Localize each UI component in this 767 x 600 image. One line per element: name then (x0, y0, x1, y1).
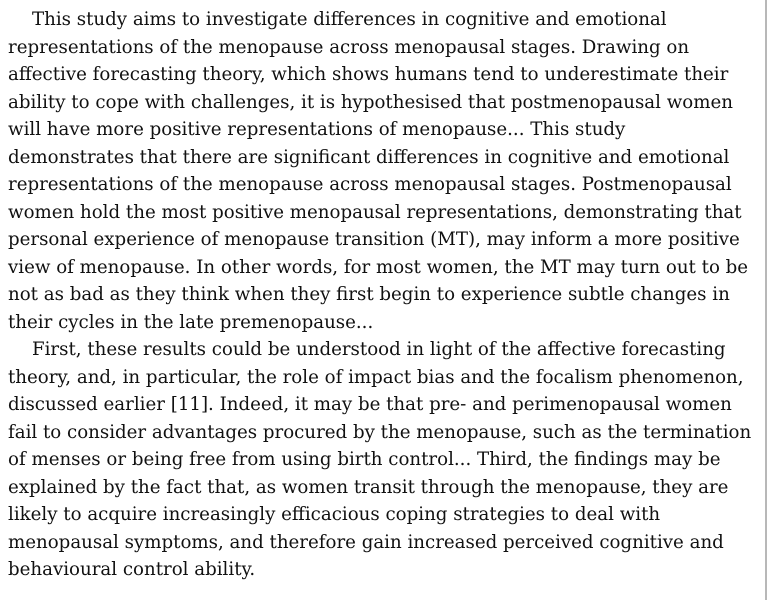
paragraph-intro: This study aims to investigate differences in cognitive and emotional representations of the menopause across menopausal stages. Drawing on affective forecasting theory, which shows humans tend to underestimate their ability to cope with challenges, it is hypothesised that postmenopausal women will have more positive representations of menopause... This study demonstrates that there are significant differences in cognitive and emotional representations of the menopause across menopausal stages. Postmenopausal women hold the most positive menopausal representations, demonstrating that personal experience of menopause transition (MT), may inform a more positive view of menopause. In other words, for most women, the MT may turn out to be not as bad as they think when they first begin to experience subtle changes in their cycles in the late premenopause... (8, 9, 749, 333)
paragraph-discussion: First, these results could be understood in light of the affective forecasting theory, and, in particular, the role of impact bias and the focalism phenomenon, discussed earlier [11]. Indeed, it may be that pre- and perimenopausal women fail to consider advantages procured by the menopause, such as the termination of menses or being free from using birth control... Third, the findings may be explained by the fact that, as women transit through the menopause, they are likely to acquire increasingly efficacious coping strategies to deal with menopausal symptoms, and therefore gain increased perceived cognitive and behavioural control ability. (8, 339, 752, 580)
